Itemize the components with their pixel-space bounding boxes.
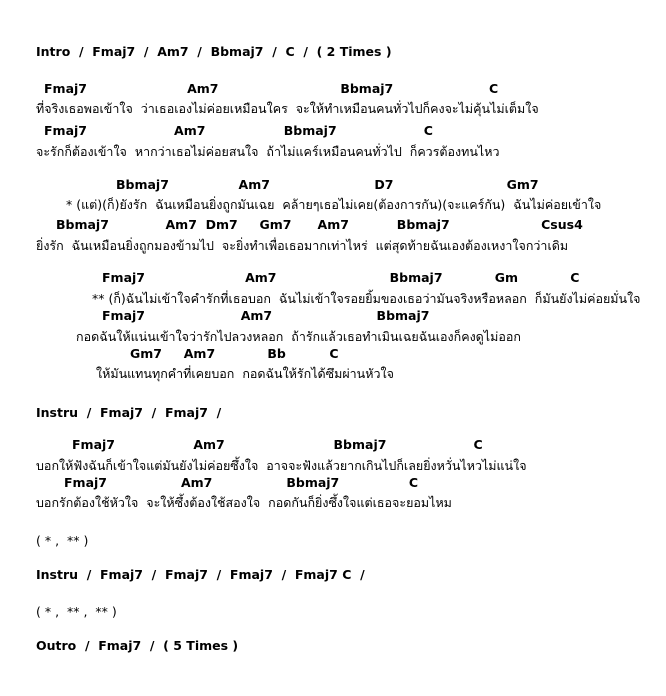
section-instru-2: Instru / Fmaj7 / Fmaj7 / Fmaj7 / Fmaj7 C /: [36, 567, 365, 582]
section-instru-1: Instru / Fmaj7 / Fmaj7 /: [36, 405, 222, 420]
chord-line-chorus1-2: Bbmaj7 Am7 Dm7 Gm7 Am7 Bbmaj7 Csus4: [56, 217, 583, 232]
repeat-marker-2: ( * , ** , ** ): [36, 604, 117, 619]
lyric-line-chorus2-1: ** (ก็)ฉันไม่เข้าใจคำรักที่เธอบอก ฉันไม่เข้าใจรอยยิ้มของเธอว่ามันจริงหรือหลอก ก็มันยังไม่ค่อยมั่นใจ: [92, 291, 641, 306]
lyric-line-chorus1-1: * (แต่)(ก็)ยังรัก ฉันเหมือนยิ่งถูกมันเฉย คล้ายๆเธอไม่เคย(ต้องการกัน)(จะแคร์กัน) ฉันไม่ค่อยเข้าใจ: [66, 197, 602, 212]
chord-line-chorus2-3: Gm7 Am7 Bb C: [130, 346, 339, 361]
chord-line-chorus2-1: Fmaj7 Am7 Bbmaj7 Gm C: [102, 270, 580, 285]
chord-line-verse2-1: Fmaj7 Am7 Bbmaj7 C: [72, 437, 483, 452]
lyric-line-chorus2-2: กอดฉันให้แน่นเข้าใจว่ารักไปลวงหลอก ถ้ารักแล้วเธอทำเมินเฉยฉันเองก็คงดูไม่ออก: [76, 329, 521, 344]
chord-line-verse1-1: Fmaj7 Am7 Bbmaj7 C: [44, 81, 499, 96]
lyric-line-chorus2-3: ให้มันแทนทุกคำที่เคยบอก กอดฉันให้รักได้ซึมผ่านหัวใจ: [96, 366, 394, 381]
lyric-line-chorus1-2: ยิ่งรัก ฉันเหมือนยิ่งถูกมองข้ามไป จะยิ่งทำเพื่อเธอมากเท่าไหร่ แต่สุดท้ายฉันเองต้องเหงาใจกว่าเดิม: [36, 238, 569, 253]
section-outro: Outro / Fmaj7 / ( 5 Times ): [36, 638, 239, 653]
lyric-line-verse1-1: ที่จริงเธอพอเข้าใจ ว่าเธอเองไม่ค่อยเหมือนใคร จะให้ทำเหมือนคนทั่วไปก็คงจะไม่คุ้นไม่เต็มใจ: [36, 101, 539, 116]
lyric-line-verse1-2: จะรักก็ต้องเข้าใจ หากว่าเธอไม่ค่อยสนใจ ถ้าไม่แคร์เหมือนคนทั่วไป ก็ควรต้องทนไหว: [36, 144, 500, 159]
lyric-line-verse2-2: บอกรักต้องใช้หัวใจ จะให้ซึ้งต้องใช้สองใจ กอดกันก็ยิ่งซึ้งใจแต่เธอจะยอมไหม: [36, 495, 452, 510]
chord-line-verse1-2: Fmaj7 Am7 Bbmaj7 C: [44, 123, 433, 138]
section-intro: Intro / Fmaj7 / Am7 / Bbmaj7 / C / ( 2 Times ): [36, 44, 392, 59]
repeat-marker-1: ( * , ** ): [36, 533, 89, 548]
chord-line-verse2-2: Fmaj7 Am7 Bbmaj7 C: [64, 475, 419, 490]
chord-line-chorus2-2: Fmaj7 Am7 Bbmaj7: [102, 308, 430, 323]
lyric-line-verse2-1: บอกให้ฟังฉันก็เข้าใจแต่มันยังไม่ค่อยซึ้งใจ อาจจะฟังแล้วยากเกินไปก็เลยยิ่งหวั่นไหวไม่แน่ใจ: [36, 458, 527, 473]
chord-line-chorus1-1: Bbmaj7 Am7 D7 Gm7: [116, 177, 539, 192]
